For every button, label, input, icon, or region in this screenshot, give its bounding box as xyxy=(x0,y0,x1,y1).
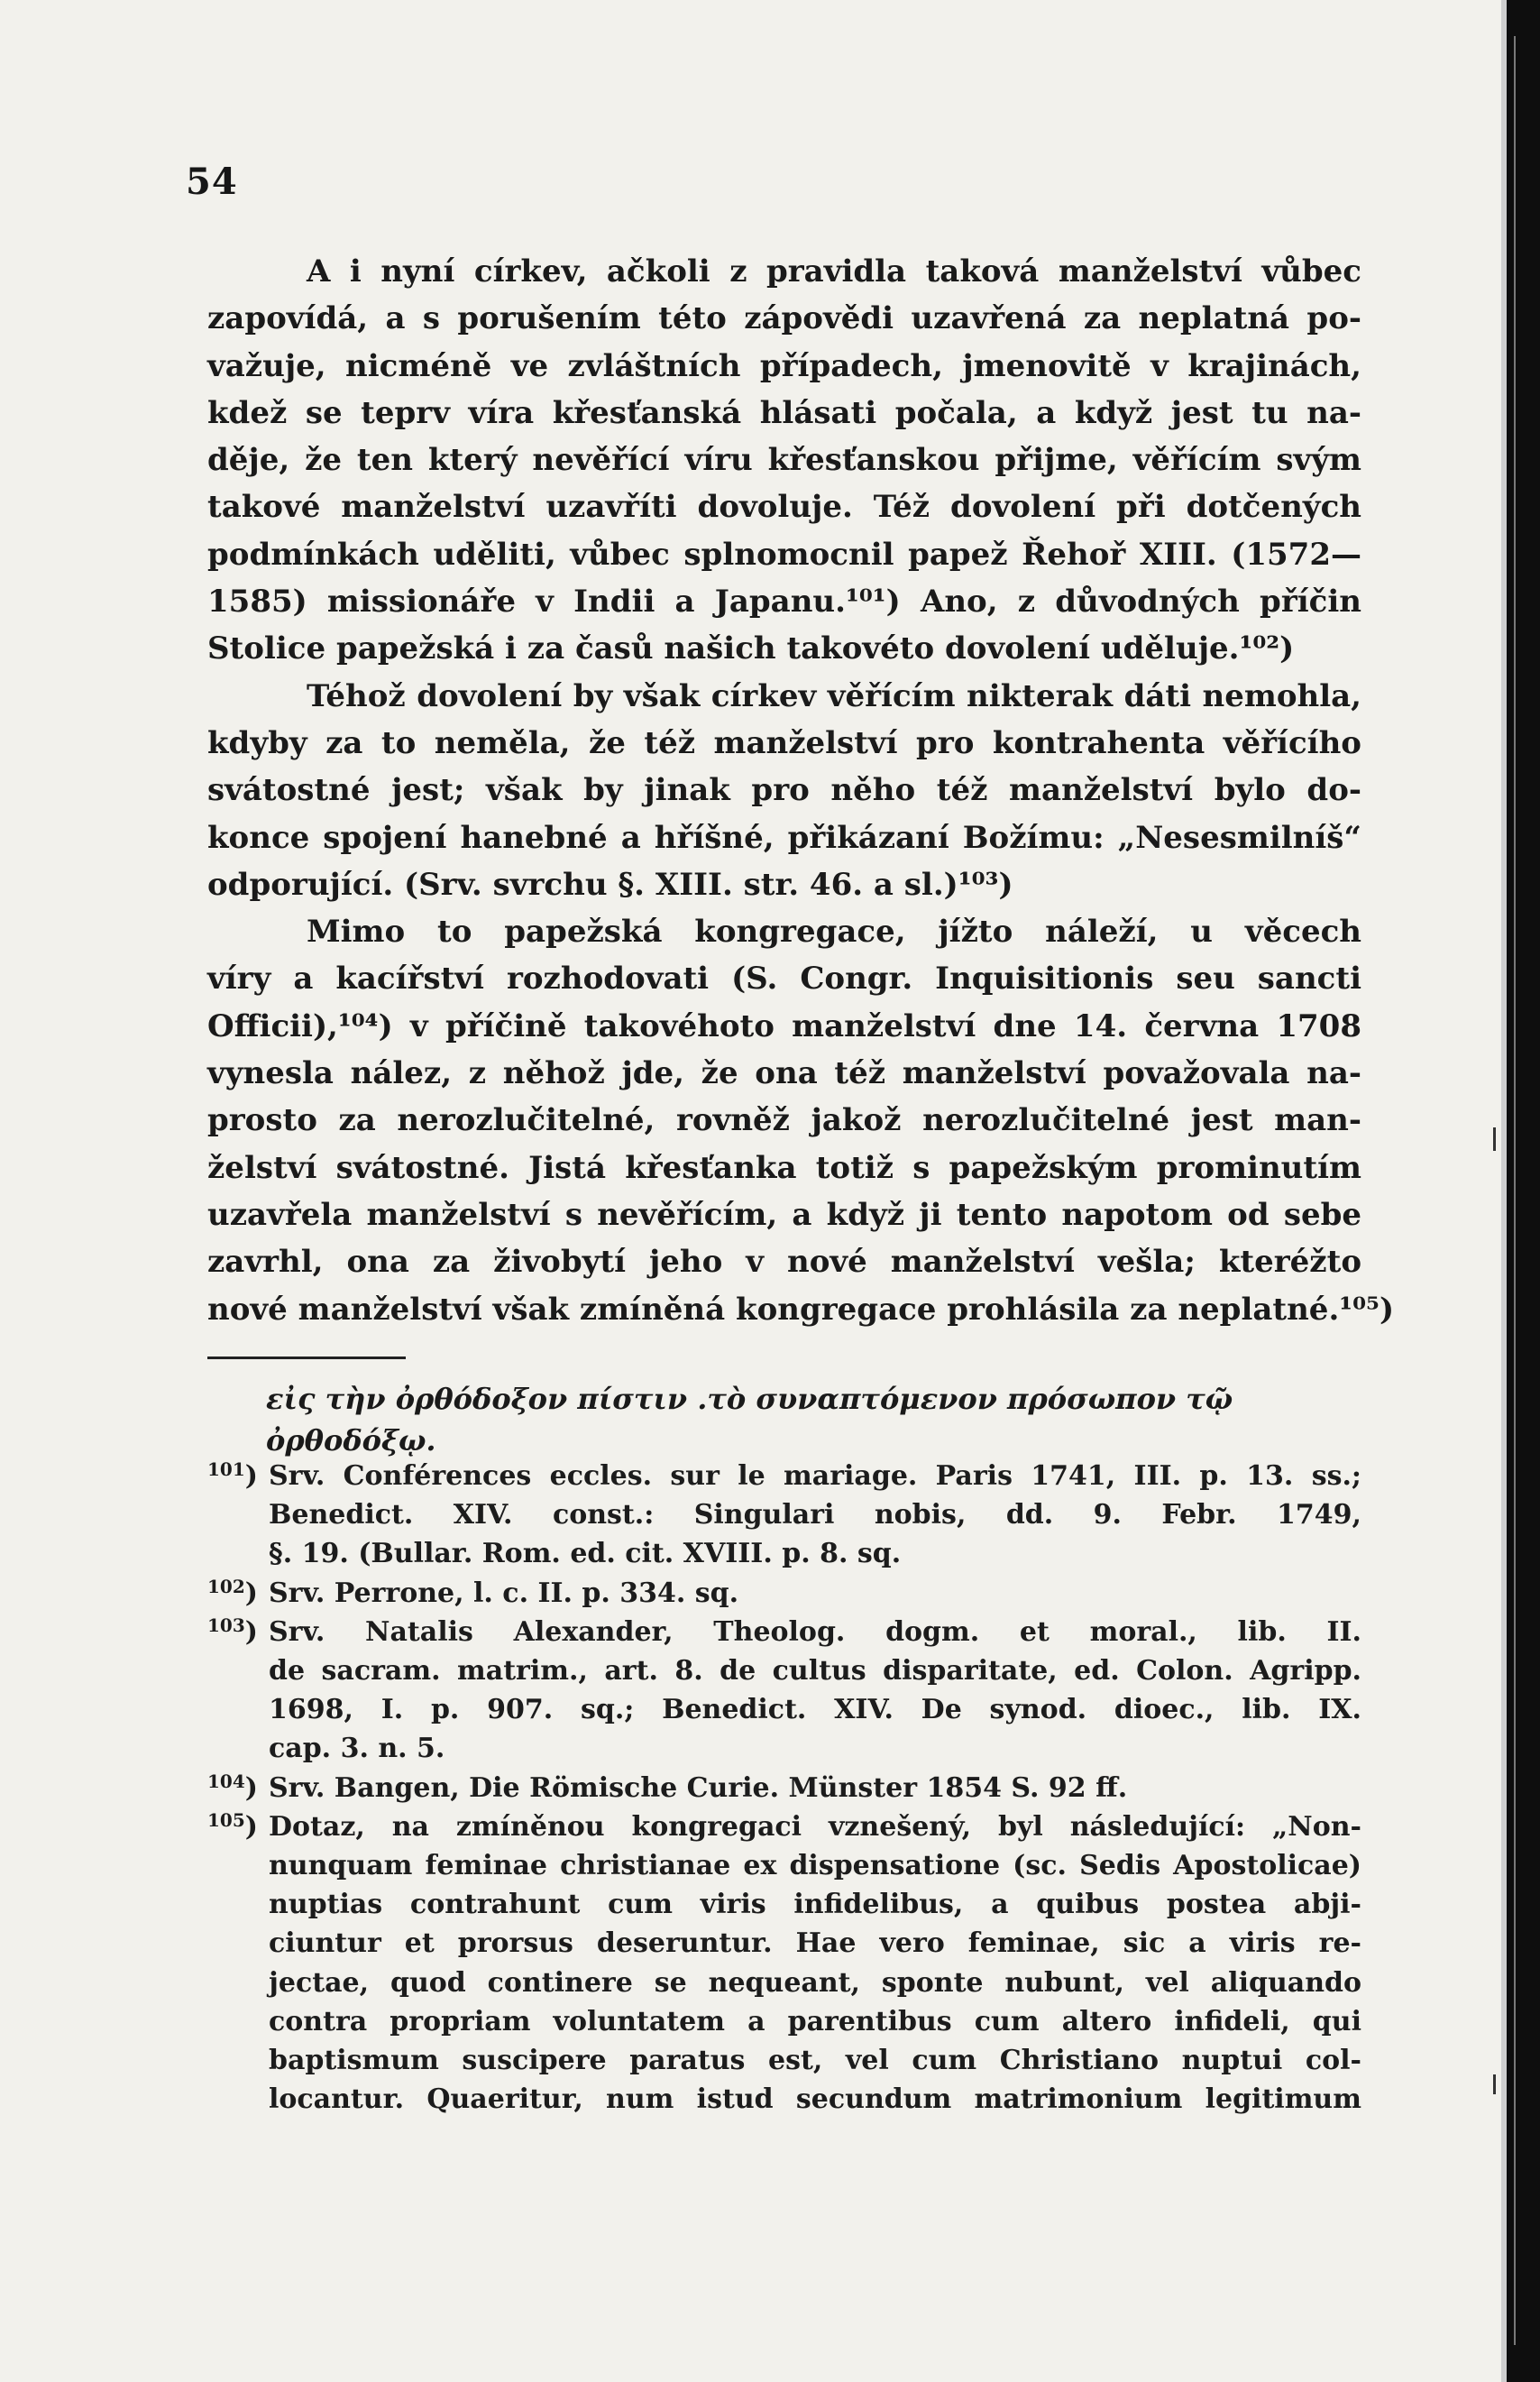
footnote-104 xyxy=(207,1769,1361,1807)
footnote-101 xyxy=(207,1457,1361,1574)
footnote-line: Srv. Conférences eccles. sur le mariage. Paris 1741, III. p. 13. ss.; xyxy=(269,1460,1361,1492)
footnote-line: §. 19. (Bullar. Rom. ed. cit. XVIII. p. 8. sq. xyxy=(269,1538,902,1570)
footnote-separator xyxy=(207,1357,406,1359)
footnote-line: 1698, I. p. 907. sq.; Benedict. XIV. De synod. dioec., lib. IX. xyxy=(269,1694,1361,1726)
footnote-line: jectae, quod continere se nequeant, sponte nubunt, vel aliquando xyxy=(269,1966,1361,1999)
text-line: odporující. (Srv. svrchu §. XIII. str. 46. a sl.)¹⁰³) xyxy=(207,866,1013,903)
footnote-line: locantur. Quaeritur, num istud secundum matrimonium legitimum xyxy=(269,2083,1361,2116)
text-line: Mimo to papežská kongregace, jížto náleží, u věcech xyxy=(307,914,1361,951)
greek-line: ὀρθοδόξῳ. xyxy=(266,1423,436,1458)
text-line: važuje, nicméně ve zvláštních případech, jmenovitě v krajinách, xyxy=(207,347,1361,384)
text-line: Officii),¹⁰⁴) v příčině takovéhoto manželství dne 14. června 1708 xyxy=(207,1007,1361,1044)
scan-edge-mark xyxy=(1493,2074,1496,2094)
footnotes xyxy=(207,1457,1361,2119)
main-text xyxy=(207,248,1395,1333)
text-line: víry a kacířství rozhodovati (S. Congr. Inquisitionis seu sancti xyxy=(207,961,1361,998)
footnote-line: nuptias contrahunt cum viris infidelibus, a quibus postea abji- xyxy=(269,1889,1361,1921)
footnote-number: $^{104}$) xyxy=(207,1770,258,1804)
paragraph-2 xyxy=(207,673,1361,908)
text-line: zapovídá, a s porušením této zápovědi uzavřená za neplatná po- xyxy=(207,300,1361,337)
footnote-line: contra propriam voluntatem a parentibus cum altero infideli, qui xyxy=(269,2005,1361,2037)
footnote-105 xyxy=(207,1807,1361,2120)
text-line: svátostné jest; však by jinak pro něho též manželství bylo do- xyxy=(207,772,1361,809)
text-line: zavrhl, ona za živobytí jeho v nové manželství vešla; kteréžto xyxy=(207,1244,1361,1281)
footnote-line: ciuntur et prorsus deseruntur. Hae vero feminae, sic a viris re- xyxy=(269,1927,1361,1960)
text-line: Téhož dovolení by však církev věřícím nikterak dáti nemohla, xyxy=(307,677,1361,714)
footnote-number: $^{101}$) xyxy=(207,1458,258,1492)
footnote-line: Dotaz, na zmíněnou kongregaci vznešený, byl následující: „Non- xyxy=(269,1810,1361,1843)
footnote-103 xyxy=(207,1613,1361,1769)
text-line: vynesla nález, z něhož jde, že ona též manželství považovala na- xyxy=(207,1055,1361,1092)
footnote-102 xyxy=(207,1574,1361,1613)
text-line: uzavřela manželství s nevěřícím, a když ji tento napotom od sebe xyxy=(207,1196,1361,1233)
text-line: konce spojení hanebné a hříšné, přikázaní Božímu: „Nesesmilníš“ xyxy=(207,819,1361,856)
footnote-line: cap. 3. n. 5. xyxy=(269,1733,445,1765)
text-line: kdež se teprv víra křesťanská hlásati počala, a když jest tu na- xyxy=(207,394,1361,431)
greek-quotation xyxy=(266,1378,1361,1461)
text-line: podmínkách uděliti, vůbec splnomocnil papež Řehoř XIII. (1572— xyxy=(207,536,1361,573)
text-line: takové manželství uzavříti dovoluje. Též dovolení při dotčených xyxy=(207,489,1361,526)
footnote-line: nunquam feminae christianae ex dispensatione (sc. Sedis Apostolicae) xyxy=(269,1850,1361,1882)
footnote-line: Srv. Natalis Alexander, Theolog. dogm. et moral., lib. II. xyxy=(269,1615,1361,1648)
paragraph-1 xyxy=(207,248,1361,673)
scan-edge-mark xyxy=(1493,1127,1496,1151)
paragraph-3 xyxy=(207,908,1395,1333)
text-line: 1585) missionáře v Indii a Japanu.¹⁰¹) Ano, z důvodných příčin xyxy=(207,584,1361,621)
footnote-number: $^{103}$) xyxy=(207,1614,258,1648)
page-number: 54 xyxy=(186,161,238,203)
footnote-number: $^{102}$) xyxy=(207,1575,258,1609)
footnote-line: baptismum suscipere paratus est, vel cum Christiano nuptui col- xyxy=(269,2045,1361,2077)
footnote-line: Srv. Perrone, l. c. II. p. 334. sq. xyxy=(269,1577,739,1609)
text-line: Stolice papežská i za časů našich takovéto dovolení uděluje.¹⁰²) xyxy=(207,630,1295,667)
footnote-line: de sacram. matrim., art. 8. de cultus disparitate, ed. Colon. Agripp. xyxy=(269,1655,1361,1688)
text-line: kdyby za to neměla, že též manželství pro kontrahenta věřícího xyxy=(207,724,1361,761)
footnote-line: Srv. Bangen, Die Römische Curie. Münster 1854 S. 92 ff. xyxy=(269,1771,1128,1804)
text-line: prosto za nerozlučitelné, rovněž jakož nerozlučitelné jest man- xyxy=(207,1102,1361,1139)
text-line: A i nyní církev, ačkoli z pravidla taková manželství vůbec xyxy=(307,253,1361,290)
footnote-line: Benedict. XIV. const.: Singulari nobis, dd. 9. Febr. 1749, xyxy=(269,1499,1361,1531)
footnote-number: $^{105}$) xyxy=(207,1808,258,1843)
scan-background xyxy=(1507,0,1540,2382)
text-line: nové manželství však zmíněná kongregace prohlásila za neplatné.¹⁰⁵) xyxy=(207,1291,1395,1328)
greek-line: εἰς τὴν ὀρθόδοξον πίστιν .τὸ συναπτόμενον πρόσωπον τῷ xyxy=(266,1382,1233,1416)
text-line: děje, že ten který nevěřící víru křesťanskou přijme, věřícím svým xyxy=(207,442,1361,479)
text-line: želství svátostné. Jistá křesťanka totiž s papežským prominutím xyxy=(207,1149,1361,1186)
